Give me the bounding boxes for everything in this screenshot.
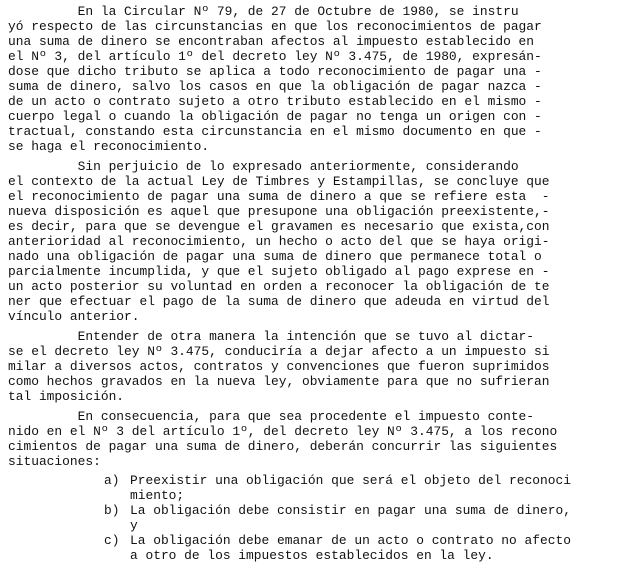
paragraph-line: milar a diversos actos, contratos y convenciones que fueron suprimidos [8, 359, 550, 374]
list-marker: b) [104, 503, 120, 518]
paragraph-line: el contexto de la actual Ley de Timbres y Estampillas, se concluye que [8, 174, 550, 189]
paragraph-line: se haga el reconocimiento. [8, 139, 210, 154]
paragraph-line: tractual, constando esta circunstancia en el mismo documento en que - [8, 124, 542, 139]
paragraph-line: un acto posterior su voluntad en orden a reconocer la obligación de te [8, 279, 550, 294]
paragraph-line: En la Circular Nº 79, de 27 de Octubre de 1980, se instru [8, 4, 519, 19]
list-item-line: miento; [130, 488, 185, 503]
paragraph-line: cuerpo legal o cuando la obligación de pagar no tenga un origen con - [8, 109, 542, 124]
paragraph-line: tal imposición. [8, 389, 125, 404]
paragraph-line: se el decreto ley Nº 3.475, conduciría a dejar afecto a un impuesto si [8, 344, 550, 359]
list-item-line: a otro de los impuestos establecidos en la ley. [130, 548, 494, 563]
paragraph-line: nado una obligación de pagar una suma de dinero que permanece total o [8, 249, 542, 264]
paragraph-line: En consecuencia, para que sea procedente el impuesto conte- [8, 409, 535, 424]
paragraph-line: el Nº 3, del artículo 1º del decreto ley Nº 3.475, de 1980, expresán- [8, 49, 542, 64]
paragraph-line: suma de dinero, salvo los casos en que la obligación de pagar nazca - [8, 79, 542, 94]
paragraph-line: nueva disposición es aquel que presupone una obligación preexistente,- [8, 204, 550, 219]
list-item-line: y [130, 518, 138, 533]
paragraph-line: yó respecto de las circunstancias en que los reconocimientos de pagar [8, 19, 542, 34]
paragraph-line: situaciones: [8, 454, 101, 469]
paragraph-line: Entender de otra manera la intención que se tuvo al dictar- [8, 329, 535, 344]
list-item-line: La obligación debe consistir en pagar una suma de dinero, [130, 503, 571, 518]
paragraph-line: Sin perjuicio de lo expresado anteriormente, considerando [8, 159, 519, 174]
paragraph-line: es decir, para que se devengue el gravamen es necesario que exista,con [8, 219, 550, 234]
paragraph-line: nido en el Nº 3 del artículo 1º, del decreto ley Nº 3.475, a los recono [8, 424, 558, 439]
paragraph-line: vínculo anterior. [8, 309, 140, 324]
paragraph-line: de un acto o contrato sujeto a otro tributo establecido en el mismo - [8, 94, 542, 109]
paragraph-line: cimientos de pagar una suma de dinero, deberán concurrir las siguientes [8, 439, 558, 454]
list-item-line: Preexistir una obligación que será el objeto del reconoci [130, 473, 571, 488]
list-marker: a) [104, 473, 120, 488]
paragraph-line: dose que dicho tributo se aplica a todo reconocimiento de pagar una - [8, 64, 542, 79]
paragraph-line: parcialmente incumplida, y que el sujeto obligado al pago exprese en - [8, 264, 550, 279]
paragraph-line: una suma de dinero se encontraban afectos al impuesto establecido en [8, 34, 535, 49]
paragraph-line: anterioridad al reconocimiento, un hecho o acto del que se haya origi- [8, 234, 550, 249]
paragraph-line: ner que efectuar el pago de la suma de dinero que adeuda en virtud del [8, 294, 550, 309]
list-marker: c) [104, 533, 120, 548]
paragraph-line: el reconocimiento de pagar una suma de dinero a que se refiere esta - [8, 189, 550, 204]
paragraph-line: como hechos gravados en la nueva ley, obviamente para que no sufrieran [8, 374, 550, 389]
list-item-line: La obligación debe emanar de un acto o contrato no afecto [130, 533, 571, 548]
